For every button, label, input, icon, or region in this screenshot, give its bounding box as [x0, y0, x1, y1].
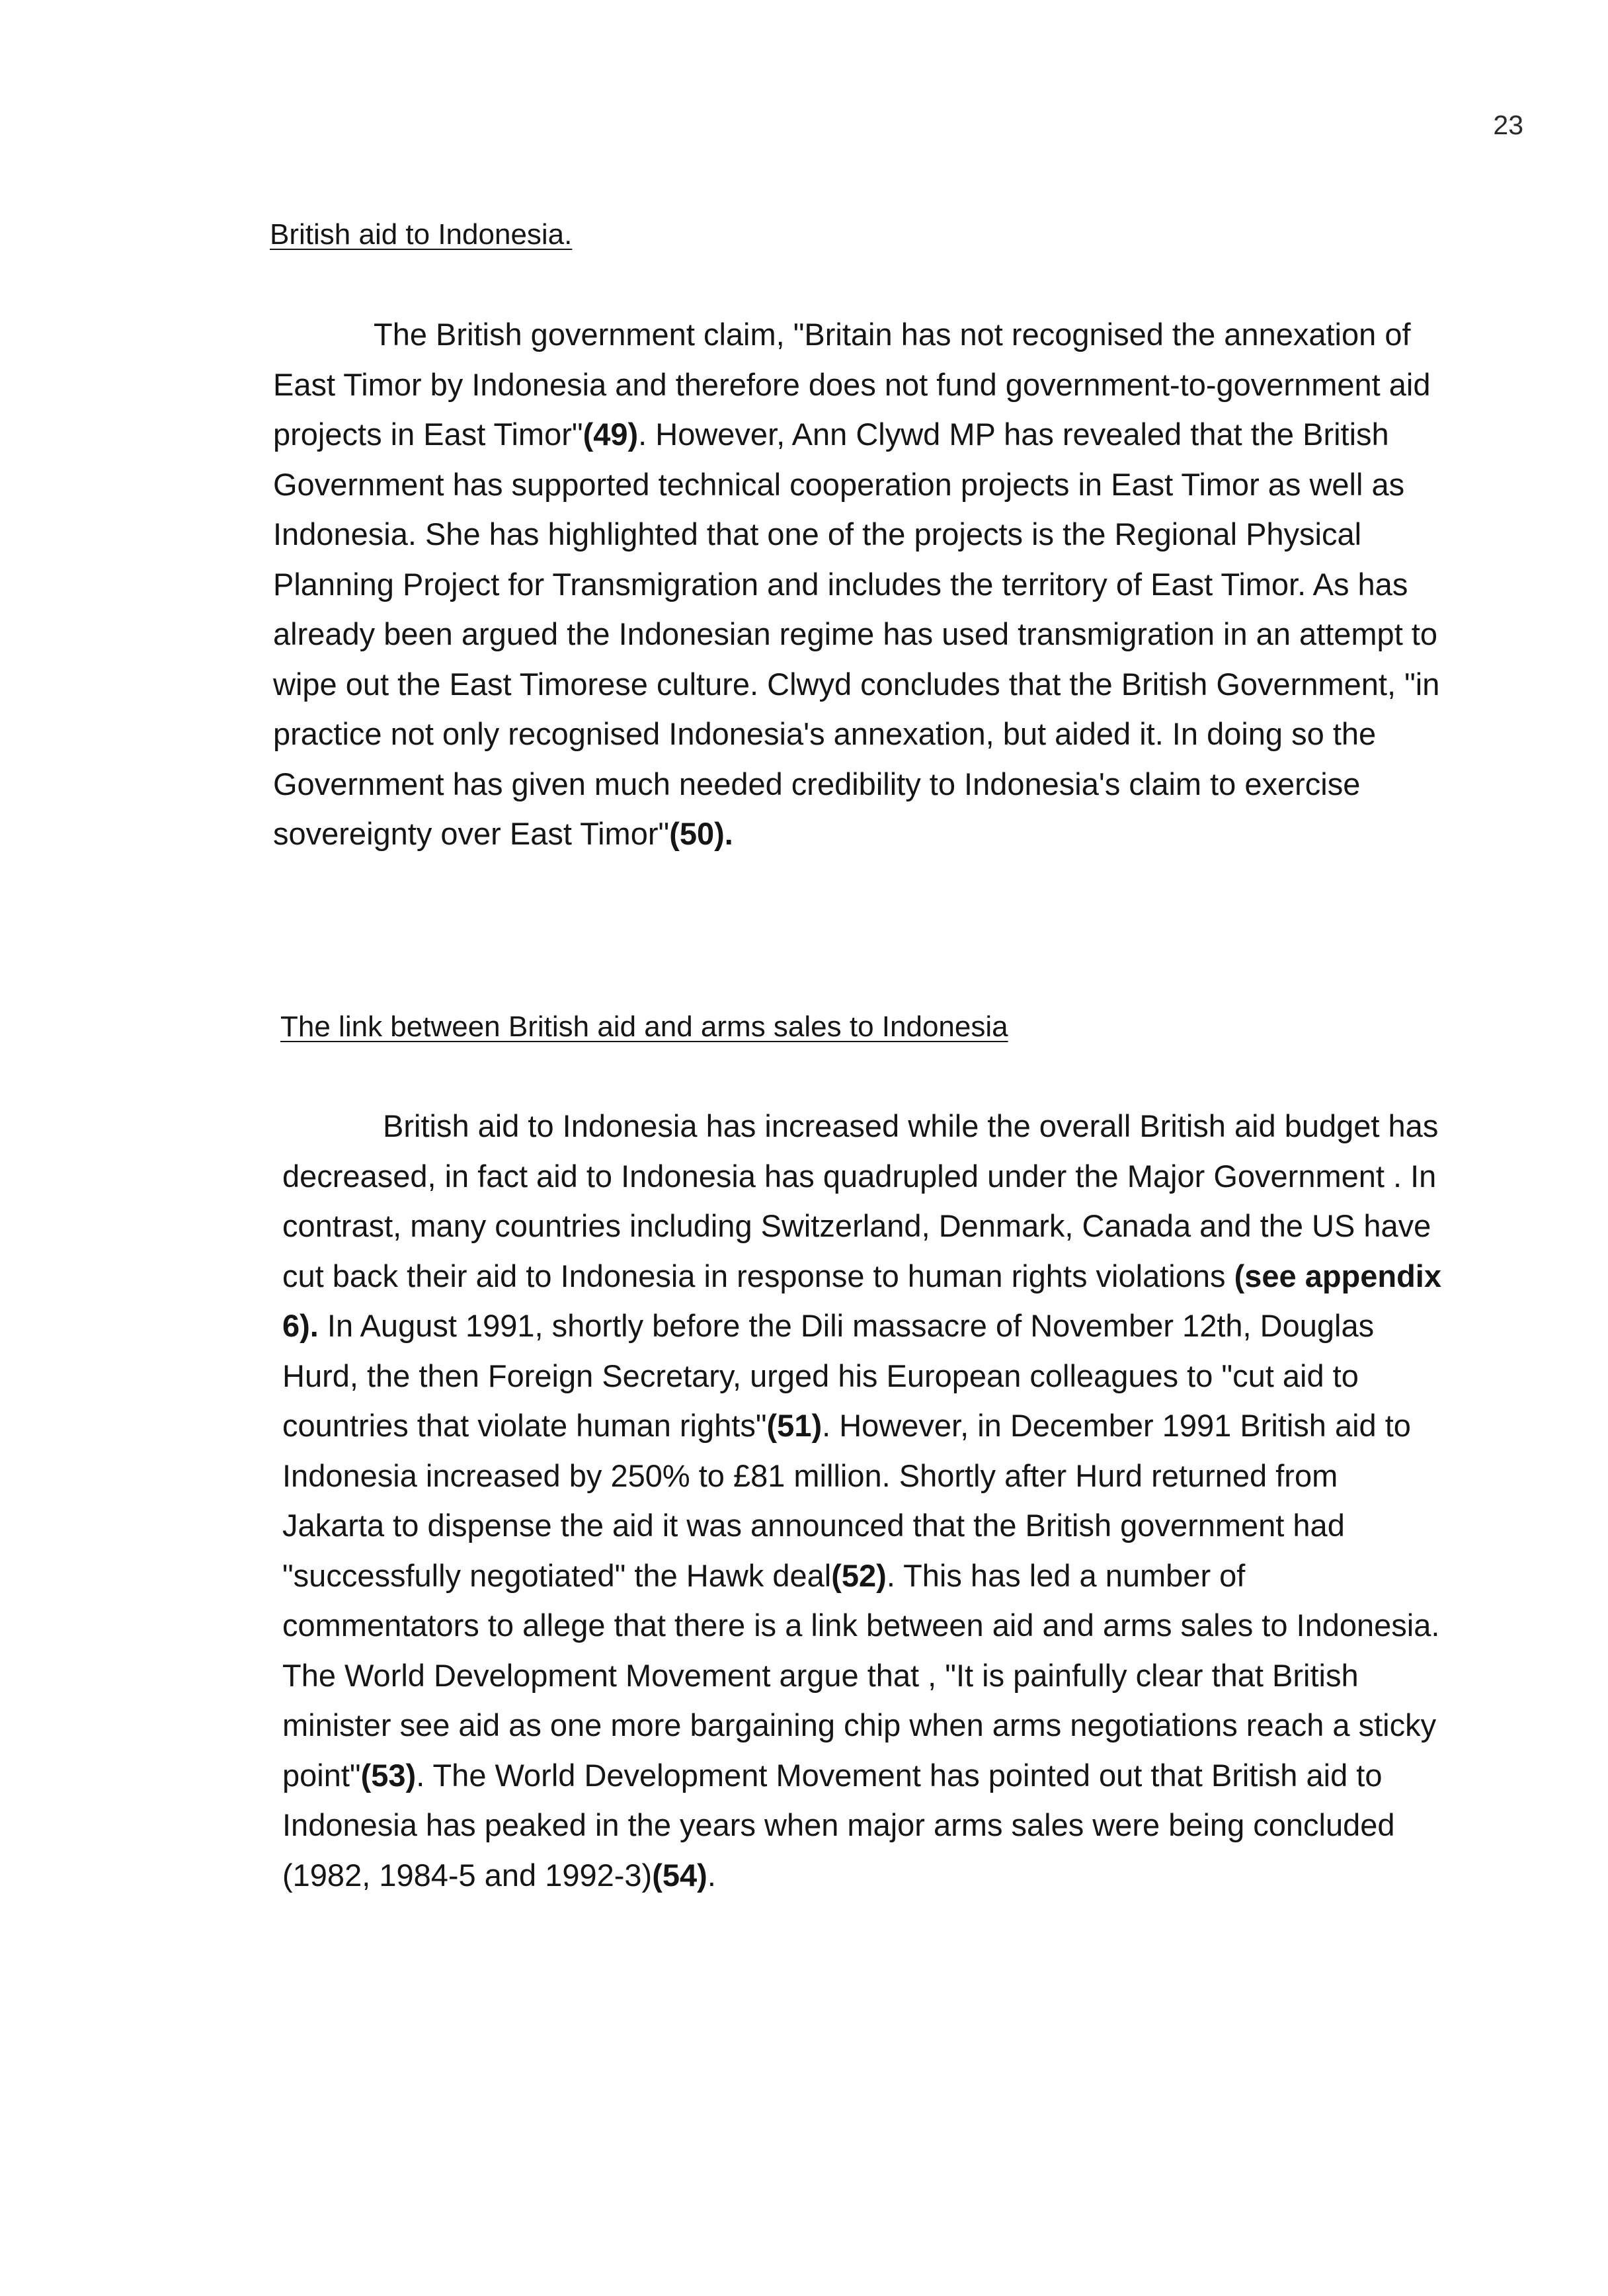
- paragraph-text: . The World Development Movement has pointed out that British aid to Indonesia has peaked in the years when major arms sales were being concluded (1982, 1984-5 and 1992-3): [282, 1757, 1395, 1893]
- citation-bold: (54): [652, 1857, 707, 1893]
- page-number: 23: [1493, 110, 1523, 140]
- paragraph-british-aid: [273, 309, 1450, 859]
- citation-bold: (50).: [669, 816, 733, 851]
- paragraph-aid-arms-link: [282, 1101, 1446, 1900]
- section-heading-aid-arms-link: The link between British aid and arms sales to Indonesia: [280, 1010, 1008, 1043]
- paragraph-text: . However, Ann Clywd MP has revealed that the British Government has supported technical cooperation projects in East Timor as well as Indonesia. She has highlighted that one of the projects is the Regional Physical Planning Project for Transmigration and includes the territory of East Timor. As has already been argued the Indonesian regime has used transmigration in an attempt to wipe out the East Timorese culture. Clwyd concludes that the British Government, "in practice not only recognised Indonesia's annexation, but aided it. In doing so the Government has given much needed credibility to Indonesia's claim to exercise sovereignty over East Timor": [273, 417, 1440, 851]
- paragraph-text: In August 1991, shortly before the Dili massacre of November 12th, Douglas Hurd, the then Foreign Secretary, urged his European colleagues to "cut aid to countries that violate human rights": [282, 1308, 1375, 1443]
- citation-bold: (49): [583, 417, 639, 452]
- section-heading-british-aid: British aid to Indonesia.: [270, 218, 573, 251]
- citation-bold: (51): [766, 1408, 823, 1443]
- paragraph-text: British aid to Indonesia has increased while the overall British aid budget has decreased, in fact aid to Indonesia has quadrupled under the Major Government . In contrast, many countries including Switzerland, Denmark, Canada and the US have cut back their aid to Indonesia in response to human rights violations: [282, 1108, 1439, 1293]
- paragraph-text: The British government claim, "Britain has not recognised the annexation of East Timor by Indonesia and therefore does not fund government-to-government aid projects in East Timor": [273, 317, 1431, 452]
- citation-bold: (53): [360, 1757, 417, 1793]
- paragraph-text: .: [707, 1857, 716, 1893]
- citation-bold: (see appendix 6).: [282, 1258, 1442, 1343]
- paragraph-text: . This has led a number of commentators to allege that there is a link between aid and arms sales to Indonesia. The World Development Movement argue that , "It is painfully clear that British minister see aid as one more bargaining chip when arms negotiations reach a sticky point": [282, 1557, 1440, 1793]
- paragraph-text: . However, in December 1991 British aid to Indonesia increased by 250% to £81 million. Shortly after Hurd returned from Jakarta to dispense the aid it was announced that the British government had "successfully negotiated" the Hawk deal: [282, 1408, 1411, 1593]
- citation-bold: (52): [831, 1557, 887, 1593]
